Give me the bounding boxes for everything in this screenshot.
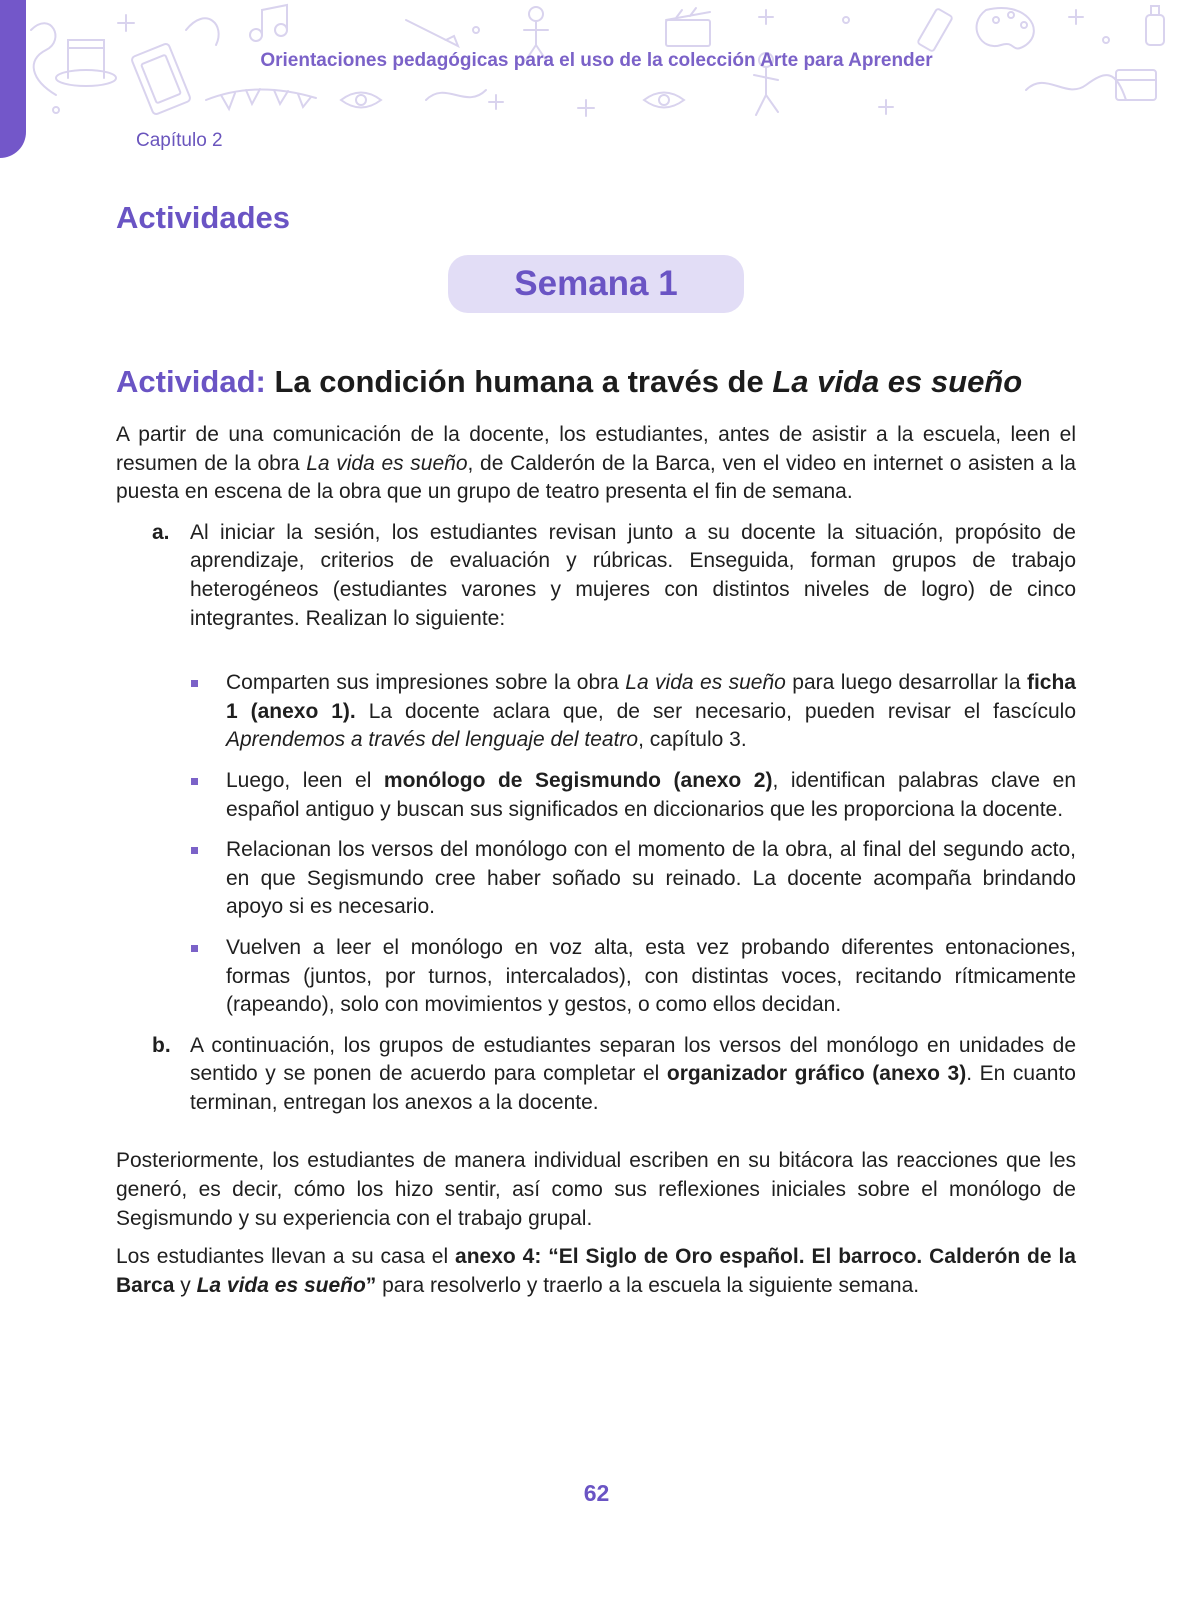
bullet-text: para luego desarrollar la	[785, 671, 1027, 695]
bullet-text: Relacionan los versos del monólogo con el momento de la obra, al final del segundo acto, en que Segismundo cree haber soñado su reinado. La docente acompaña brindando apoyo si es necesario.	[226, 838, 1076, 919]
closing-text: y	[174, 1273, 197, 1297]
page-number: 62	[583, 1480, 610, 1506]
bullet-text-italic: Aprendemos a través del lenguaje del teatro	[226, 728, 639, 752]
section-title: Actividades	[116, 200, 291, 235]
paint-tube-icon	[917, 8, 953, 52]
bullet-item	[190, 836, 1076, 922]
activity-label: Actividad:	[116, 364, 266, 399]
week-label-badge: Semana 1	[448, 255, 744, 313]
list-marker: b.	[152, 1033, 171, 1057]
list-item-a	[116, 519, 1076, 1020]
bullet-text: Vuelven a leer el monólogo en voz alta, esta vez probando diferentes entonaciones, formas (juntos, por turnos, intercalados), con distintas voces, recitando rítmicamente (rapeando), solo con movimientos y gestos, o como ellos decidan.	[226, 935, 1076, 1017]
bullet-list	[190, 669, 1076, 1020]
closing-text: Los estudiantes llevan a su casa el	[116, 1245, 456, 1269]
bullet-text: , identifican palabras clave en español antiguo y buscan sus significados en diccionarios que les proporciona la docente.	[226, 768, 1076, 821]
intro-text-1: A partir de una comunicación de la docente, los estudiantes, antes de asistir a la escuela, leen el resumen de la obra	[116, 423, 1076, 475]
closing-text-bold-italic: La vida es sueño	[196, 1273, 366, 1297]
bullet-square-icon	[191, 945, 198, 952]
bullet-text-bold: monólogo de Segismundo (anexo 2)	[383, 768, 773, 792]
bullet-item	[190, 669, 1076, 755]
closing-text-bold: anexo 4: “El Siglo de Oro español. El barroco. Calderón de la Barca	[116, 1245, 1076, 1297]
bullet-square-icon	[191, 680, 198, 687]
closing-text: para resolverlo y traerlo a la escuela la siguiente semana.	[376, 1273, 920, 1297]
activity-title	[116, 364, 1022, 400]
chapter-side-tab	[0, 0, 26, 158]
closing-paragraph-2	[116, 1243, 1076, 1300]
closing-text-bold: ”	[365, 1273, 377, 1297]
bullet-item	[190, 934, 1076, 1020]
item-text: A continuación, los grupos de estudiantes separan los versos del monólogo en unidades de sentido y se ponen de acuerdo para completar el	[190, 1033, 1076, 1086]
chapter-label: Capítulo 2	[136, 130, 223, 151]
intro-text-work: La vida es sueño	[306, 451, 468, 475]
intro-paragraph	[116, 421, 1076, 507]
palette-icon	[977, 8, 1034, 49]
activity-title-work: La vida es sueño	[772, 364, 1023, 399]
music-note-icon	[250, 5, 287, 41]
clapperboard-icon	[666, 8, 710, 46]
item-text: . En cuanto terminan, entregan los anexos a la docente.	[190, 1062, 1076, 1114]
bullet-text-italic: La vida es sueño	[625, 671, 786, 695]
running-header-title: Orientaciones pedagógicas para el uso de la colección Arte para Aprender	[260, 50, 933, 71]
bullet-text-bold: ficha 1 (anexo 1).	[226, 671, 1076, 723]
bullet-text: Comparten sus impresiones sobre la obra	[226, 671, 626, 695]
activity-title-text: La condición humana a través de	[274, 364, 764, 399]
list-item-b	[116, 1032, 1076, 1118]
gift-box-icon	[1116, 70, 1156, 100]
bullet-square-icon	[191, 847, 198, 854]
intro-text-2: , de Calderón de la Barca, ven el video en internet o asisten a la puesta en escena de la obra que un grupo de teatro presenta el fin de semana.	[116, 451, 1076, 504]
item-text-bold: organizador gráfico (anexo 3)	[666, 1062, 967, 1086]
list-item-text	[190, 1032, 1076, 1118]
paintbrush-icon	[406, 20, 458, 46]
bullet-item	[190, 767, 1076, 824]
bullet-text: La docente aclara que, de ser necesario, pueden revisar el fascículo	[355, 699, 1077, 723]
list-item-text: Al iniciar la sesión, los estudiantes revisan junto a su docente la situación, propósito de aprendizaje, criterios de evaluación y rúbricas. Enseguida, forman grupos de trabajo heterogéneos (estudiantes varones y mujeres con distintos niveles de logro) de cinco integrantes. Realizan lo siguiente:	[190, 520, 1076, 630]
eye-icon	[341, 93, 684, 108]
bullet-square-icon	[191, 778, 198, 785]
list-marker: a.	[152, 520, 170, 544]
bullet-text: , capítulo 3.	[638, 728, 747, 752]
bottle-icon	[1146, 6, 1164, 45]
closing-paragraph-1: Posteriormente, los estudiantes de manera individual escriben en su bitácora las reacciones que les generó, es decir, cómo los hizo sentir, así como sus reflexiones iniciales sobre el monólogo de Segismundo y su experiencia con el trabajo grupal.	[116, 1149, 1076, 1230]
activity-body	[116, 421, 1076, 1300]
bullet-text: Luego, leen el	[226, 768, 384, 792]
